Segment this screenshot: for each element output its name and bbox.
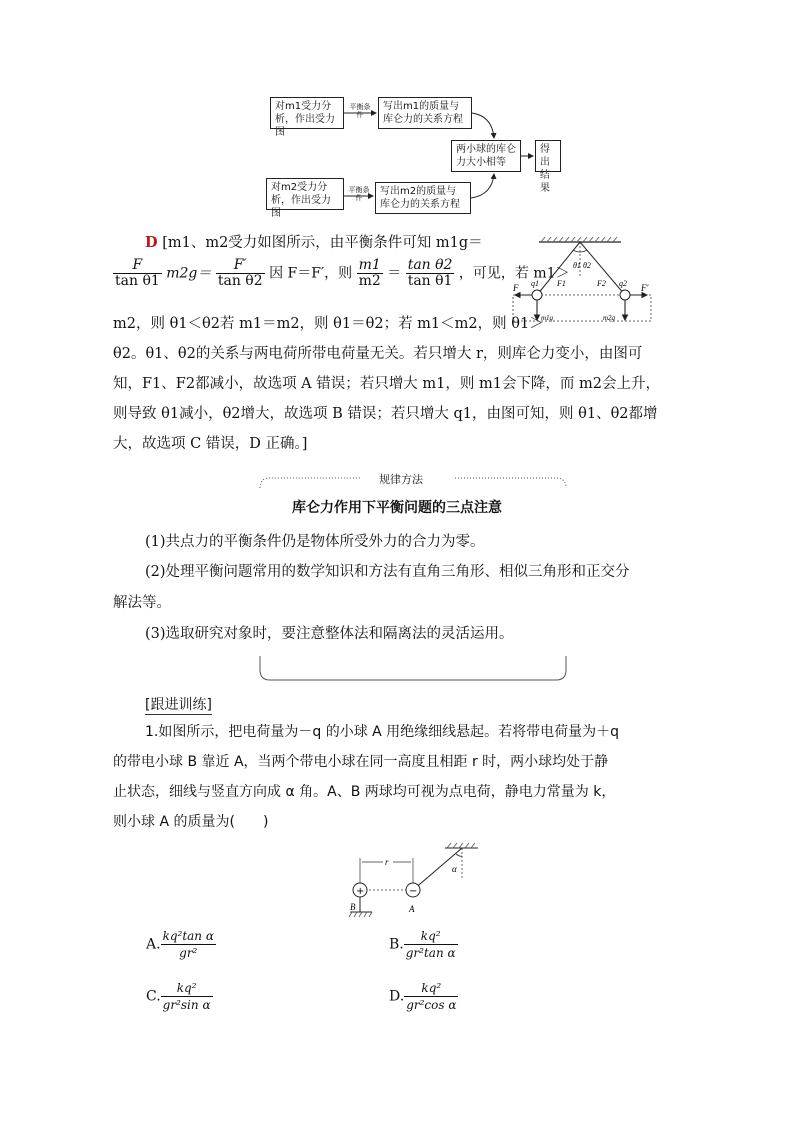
plus-sign: + [356,886,365,897]
label-F: F [513,283,519,293]
answer-line-1 [145,231,500,252]
answer-formula-line [113,258,570,289]
formula-frac-1: $\frac{F}{\text{tan θ1}}$ [115,257,160,289]
formula-frac-4: $\frac{\text{tan θ2}}{\text{tan θ1}}$ [407,257,453,289]
flow-box-result: 得出结果 [535,140,561,172]
option-a[interactable]: A. $\frac{\text{kq²tan α}}{\text{gr²}}$ [146,929,214,960]
method-point-3: (3)选取研究对象时，要注意整体法和隔离法的灵活运用。 [145,626,514,642]
label-A: A [409,904,415,914]
answer-line-4: θ2。θ1、θ2的关系与两电荷所带电荷量无关。若只增大 r，则库仑力变小，由图可 [113,346,643,362]
label-alpha: α [452,864,457,874]
minus-sign: − [409,886,418,897]
flow-box-analyze-m2: 对m2受力分析，作出受力图 [266,178,344,210]
option-d[interactable]: D. $\frac{\text{kq²}}{\text{gr²cos α}}$ [389,981,457,1012]
option-b[interactable]: B. $\frac{\text{kq²}}{\text{gr²tan α}}$ [389,929,456,960]
label-F-prime: F′ [641,283,649,293]
flow-condition-2: 平衡条件 [348,186,370,202]
question-line-4: 则小球 A 的质量为( ) [113,814,269,830]
label-q2: q2 [619,279,627,288]
formula-text-4: ，可见，若 m1＞ [458,265,570,282]
flow-box-analyze-m1: 对m1受力分析，作出受力图 [270,97,344,129]
method-header: 规律方法 [379,473,423,486]
method-point-2-cont: 解法等。 [113,595,171,611]
option-c[interactable]: C. $\frac{\text{kq²}}{\text{gr²sin α}}$ [146,981,211,1012]
question-line-3: 止状态，细线与竖直方向成 α 角。A、B 两球均可视为点电荷，静电力常量为 k， [113,784,616,800]
method-point-1: (1)共点力的平衡条件仍是物体所受外力的合力为零。 [145,534,485,550]
formula-text-3: ＝ [387,265,402,282]
training-tag: [跟进训练] [145,694,212,715]
label-m1g: m1g [541,314,554,322]
answer-line-3: m2，则 θ1＜θ2若 m1＝m2，则 θ1＝θ2；若 m1＜m2，则 θ1＞ [113,316,544,332]
answer-line-7: 大，故选项 C 错误，D 正确。] [113,436,308,452]
flow-box-equation-m2: 写出m2的质量与库仑力的关系方程 [375,182,471,214]
formula-text-1: m2g＝ [166,265,212,282]
flow-box-equation-m1: 写出m1的质量与库仑力的关系方程 [378,97,472,129]
label-q1: q1 [531,279,539,288]
flow-condition-1: 平衡条件 [349,103,371,119]
answer-line-5: 知，F1、F2都减小，故选项 A 错误；若只增大 m1，则 m1会下降，而 m2会上升， [113,376,661,392]
answer-text-1: [m1、m2受力如图所示，由平衡条件可知 m1g＝ [162,235,483,251]
method-title: 库仑力作用下平衡问题的三点注意 [292,500,502,516]
question-line-1: 1.如图所示，把电荷量为－q 的小球 A 用绝缘细线悬起。若将带电荷量为＋q [145,724,620,740]
label-r: r [385,857,389,867]
formula-frac-2: $\frac{F'}{\text{tan θ2}}$ [217,257,263,289]
question-line-2: 的带电小球 B 靠近 A，当两个带电小球在同一高度且相距 r 时，两小球均处于静 [113,754,609,770]
answer-line-6: 则导致 θ1减小，θ2增大，故选项 B 错误；若只增大 q1，由图可知，则 θ1、θ2都增 [113,406,658,422]
answer-letter: D [145,234,158,251]
formula-text-2: 因 F＝F′，则 [269,265,353,282]
label-theta1: θ1 [573,261,581,270]
label-theta2: θ2 [583,261,591,270]
pendulum-figure [340,840,480,920]
flow-box-equal-force: 两小球的库仑力大小相等 [451,140,521,172]
method-point-2: (2)处理平衡问题常用的数学知识和方法有直角三角形、相似三角形和正交分 [145,564,630,580]
label-F2: F2 [597,279,606,288]
formula-frac-3: $\frac{m1}{m2}$ [358,257,381,289]
flowchart-arrows [0,0,794,240]
label-B: B [350,902,356,912]
label-F1: F1 [557,279,566,288]
label-m2g: m2g [603,314,616,322]
